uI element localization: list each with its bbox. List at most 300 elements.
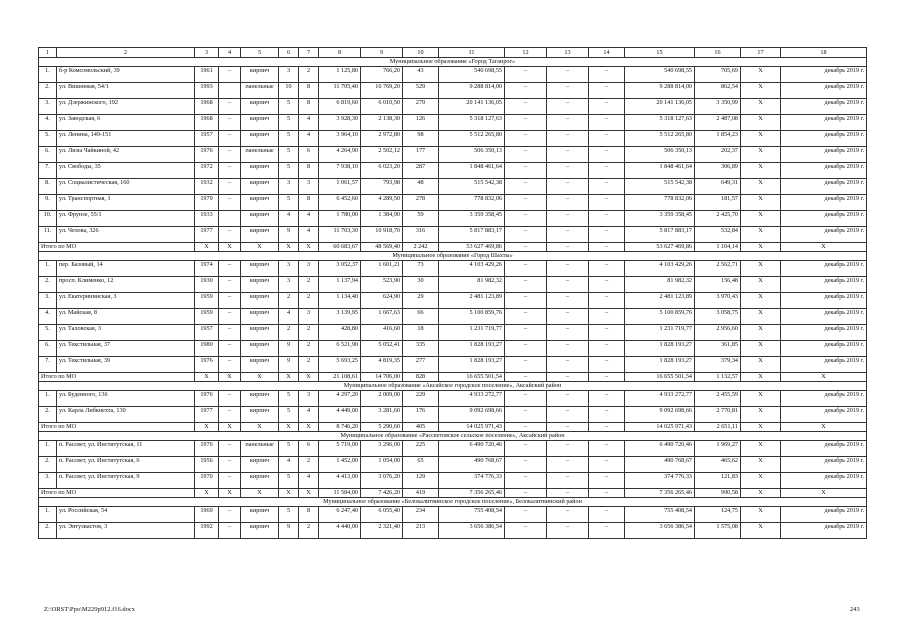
cell-due: декабрь 2019 г. [781,357,867,373]
cell-addr: п. Рассвет, ул. Институтская, 9 [57,473,195,489]
total-cell-c7: Х [299,373,319,382]
cell-area2: 416,60 [361,325,403,341]
cell-cost: 4 933 272,77 [439,391,505,407]
cell-n: 4. [39,309,57,325]
cell-unit: 1 854,23 [695,131,741,147]
total-cell-unit: 2 651,11 [695,423,741,432]
cell-res: 335 [403,341,439,357]
cell-mat: кирпич [241,163,279,179]
cell-area2: 2 321,40 [361,523,403,539]
cell-fund: 81 982,32 [625,277,695,293]
cell-ent: 3 [299,179,319,195]
cell-c12: – [505,179,547,195]
cell-c14: – [589,261,625,277]
cell-mat: кирпич [241,473,279,489]
cell-c4: – [219,309,241,325]
cell-res: 73 [403,261,439,277]
cell-x: Х [741,83,781,99]
cell-x: Х [741,523,781,539]
section-title-row [39,58,867,67]
total-cell-c6: Х [279,243,299,252]
total-row [39,373,867,382]
cell-unit: 2 562,71 [695,261,741,277]
total-cell-x: Х [741,373,781,382]
cell-res: 316 [403,227,439,243]
cell-ent: 4 [299,131,319,147]
cell-n: 2. [39,457,57,473]
cell-area2: 2 138,30 [361,115,403,131]
cell-unit: 1 969,27 [695,441,741,457]
cell-due: декабрь 2019 г. [781,507,867,523]
cell-area2: 1 054,00 [361,457,403,473]
cell-cost: 506 350,13 [439,147,505,163]
cell-c12: – [505,391,547,407]
cell-year: 1959 [195,293,219,309]
cell-addr: ул. Социалистическая, 160 [57,179,195,195]
cell-fund: 4 103 429,26 [625,261,695,277]
cell-x: Х [741,131,781,147]
cell-c12: – [505,83,547,99]
cell-due: декабрь 2019 г. [781,277,867,293]
cell-c13: – [547,473,589,489]
cell-res: 65 [403,457,439,473]
cell-area2: 523,90 [361,277,403,293]
cell-cost: 2 481 123,89 [439,293,505,309]
cell-fl: 5 [279,407,299,423]
cell-c12: – [505,195,547,211]
total-cell-c12: – [505,373,547,382]
cell-c12: – [505,227,547,243]
cell-c14: – [589,211,625,227]
cell-c13: – [547,277,589,293]
total-cell-c6: Х [279,489,299,498]
cell-due: декабрь 2019 г. [781,179,867,195]
cell-addr: ул. Дзержинского, 192 [57,99,195,115]
cell-c4: – [219,131,241,147]
total-cell-area: 11 584,00 [319,489,361,498]
cell-addr: просп. Клименко, 12 [57,277,195,293]
cell-c12: – [505,277,547,293]
cell-n: 1. [39,261,57,277]
cell-c14: – [589,179,625,195]
cell-area: 4 413,00 [319,473,361,489]
cell-res: 59 [403,211,439,227]
cell-c4: – [219,457,241,473]
table-row [39,341,867,357]
section-title: Муниципальное образование «Город Шахты» [39,252,867,261]
cell-fund: 1 828 193,27 [625,341,695,357]
cell-c4: – [219,441,241,457]
cell-res: 126 [403,115,439,131]
cell-area: 1 137,94 [319,277,361,293]
cell-c14: – [589,147,625,163]
section-title-row [39,252,867,261]
cell-n: 11. [39,227,57,243]
cell-c14: – [589,441,625,457]
total-cell-c3: Х [195,243,219,252]
cell-addr: ул. Ленина, 149-151 [57,131,195,147]
cell-fund: 490 768,67 [625,457,695,473]
cell-unit: 3 970,43 [695,293,741,309]
section-title-row [39,382,867,391]
cell-c14: – [589,163,625,179]
cell-unit: 379,34 [695,357,741,373]
cell-area: 1 125,80 [319,67,361,83]
cell-cost: 778 832,06 [439,195,505,211]
total-cell-x: Х [741,243,781,252]
total-cell-cost: 14 025 971,43 [439,423,505,432]
total-label: Итого по МО [39,489,195,498]
table-row [39,457,867,473]
column-number-cell: 14 [589,48,625,58]
cell-due: декабрь 2019 г. [781,261,867,277]
cell-c14: – [589,473,625,489]
cell-c12: – [505,99,547,115]
cell-c13: – [547,507,589,523]
cell-ent: 4 [299,211,319,227]
section-title: Муниципальное образование «Рассветовское сельское поселение», Аксайский район [39,432,867,441]
total-cell-c13: – [547,243,589,252]
cell-ent: 8 [299,507,319,523]
cell-mat: панельные [241,147,279,163]
cell-fl: 5 [279,441,299,457]
cell-ent: 8 [299,99,319,115]
cell-ent: 2 [299,523,319,539]
cell-fund: 506 350,13 [625,147,695,163]
cell-c4 [219,83,241,99]
column-number-cell: 11 [439,48,505,58]
cell-x: Х [741,507,781,523]
cell-unit: 361,85 [695,341,741,357]
cell-c13: – [547,391,589,407]
cell-c4: – [219,179,241,195]
total-cell-res: 828 [403,373,439,382]
total-cell-c7: Х [299,489,319,498]
cell-ent: 8 [299,195,319,211]
cell-res: 278 [403,195,439,211]
cell-mat: кирпич [241,407,279,423]
column-number-cell: 16 [695,48,741,58]
cell-cost: 5 100 859,76 [439,309,505,325]
cell-area2: 624,90 [361,293,403,309]
cell-fund: 1 828 193,27 [625,357,695,373]
cell-c14: – [589,507,625,523]
total-cell-c13: – [547,373,589,382]
cell-mat: кирпич [241,457,279,473]
total-cell-c5: Х [241,373,279,382]
table-row [39,309,867,325]
cell-fl: 5 [279,195,299,211]
total-cell-unit: 990,58 [695,489,741,498]
total-cell-c4: Х [219,489,241,498]
cell-res: 98 [403,131,439,147]
cell-area: 3 964,10 [319,131,361,147]
cell-mat: кирпич [241,357,279,373]
column-number-cell: 5 [241,48,279,58]
cell-n: 7. [39,357,57,373]
cell-c4: – [219,293,241,309]
table-row [39,99,867,115]
cell-c13: – [547,523,589,539]
cell-unit: 2 956,60 [695,325,741,341]
total-cell-x: Х [741,489,781,498]
table-row [39,179,867,195]
total-label: Итого по МО [39,373,195,382]
cell-c13: – [547,261,589,277]
cell-res: 177 [403,147,439,163]
cell-fund: 540 698,55 [625,67,695,83]
cell-addr: ул. Текстильная, 37 [57,341,195,357]
cell-n: 7. [39,163,57,179]
cell-unit: 181,57 [695,195,741,211]
cell-fl: 5 [279,163,299,179]
cell-year: 1957 [195,325,219,341]
cell-n: 1. [39,441,57,457]
total-cell-c7: Х [299,243,319,252]
cell-year: 1974 [195,261,219,277]
cell-c13: – [547,83,589,99]
total-row [39,423,867,432]
cell-fl: 5 [279,99,299,115]
cell-ent: 2 [299,341,319,357]
column-number-cell: 7 [299,48,319,58]
total-cell-c12: – [505,489,547,498]
total-cell-area2: 14 706,00 [361,373,403,382]
cell-area2: 2 972,80 [361,131,403,147]
cell-addr: ул. Энтузиастов, 3 [57,523,195,539]
total-row [39,489,867,498]
cell-unit: 2 487,08 [695,115,741,131]
cell-mat: кирпич [241,67,279,83]
cell-cost: 1 231 719,77 [439,325,505,341]
cell-addr: пер. Базовый, 14 [57,261,195,277]
cell-mat: кирпич [241,277,279,293]
cell-res: 43 [403,67,439,83]
cell-fl: 3 [279,179,299,195]
cell-c13: – [547,357,589,373]
cell-unit: 202,37 [695,147,741,163]
cell-due: декабрь 2019 г. [781,293,867,309]
cell-year: 1976 [195,391,219,407]
cell-area2: 793,98 [361,179,403,195]
cell-fund: 5 512 265,80 [625,131,695,147]
footer-file-path: Z:\ORST\Ppo\M229p912.f16.docx [44,606,136,613]
total-cell-c14: – [589,423,625,432]
total-cell-area: 8 746,20 [319,423,361,432]
cell-area: 6 247,40 [319,507,361,523]
cell-fl: 5 [279,473,299,489]
cell-year: 1976 [195,147,219,163]
total-cell-res: 405 [403,423,439,432]
total-cell-c5: Х [241,243,279,252]
cell-addr: ул. Свободы, 35 [57,163,195,179]
cell-c13: – [547,341,589,357]
cell-ent: 2 [299,277,319,293]
cell-c12: – [505,309,547,325]
cell-unit: 3 058,75 [695,309,741,325]
cell-c4: – [219,195,241,211]
cell-res: 30 [403,277,439,293]
cell-cost: 755 408,54 [439,507,505,523]
cell-mat: кирпич [241,507,279,523]
cell-due: декабрь 2019 г. [781,83,867,99]
cell-c4: – [219,473,241,489]
cell-c12: – [505,325,547,341]
cell-mat: панельные [241,441,279,457]
cell-x: Х [741,473,781,489]
cell-year: 1980 [195,341,219,357]
cell-x: Х [741,163,781,179]
cell-c14: – [589,131,625,147]
cell-res: 287 [403,163,439,179]
cell-area2: 3 281,60 [361,407,403,423]
cell-ent: 3 [299,391,319,407]
cell-x: Х [741,261,781,277]
cell-n: 4. [39,115,57,131]
cell-area: 5 719,00 [319,441,361,457]
cell-c12: – [505,341,547,357]
cell-addr: ул. Вишневая, 54/1 [57,83,195,99]
cell-mat: кирпич [241,99,279,115]
total-cell-c3: Х [195,423,219,432]
cell-res: 18 [403,325,439,341]
cell-c14: – [589,523,625,539]
cell-x: Х [741,227,781,243]
cell-cost: 1 848 461,64 [439,163,505,179]
cell-c13: – [547,179,589,195]
footer-page-number: 243 [850,606,860,613]
cell-area: 6 521,90 [319,341,361,357]
cell-mat: кирпич [241,309,279,325]
cell-c14: – [589,83,625,99]
cell-res: 29 [403,293,439,309]
cell-cost: 540 698,55 [439,67,505,83]
cell-ent: 2 [299,293,319,309]
cell-fund: 5 817 883,17 [625,227,695,243]
cell-cost: 490 768,67 [439,457,505,473]
total-cell-due: Х [781,489,867,498]
cell-c4: – [219,261,241,277]
cell-n: 2. [39,277,57,293]
cell-c4: – [219,325,241,341]
cell-fund: 755 408,54 [625,507,695,523]
cell-c13: – [547,195,589,211]
cell-area2: 10 769,20 [361,83,403,99]
cell-x: Х [741,147,781,163]
cell-mat: кирпич [241,341,279,357]
cell-x: Х [741,341,781,357]
cell-n: 9. [39,195,57,211]
total-cell-c14: – [589,373,625,382]
cell-fund: 374 776,33 [625,473,695,489]
cell-c14: – [589,407,625,423]
cell-due: декабрь 2019 г. [781,67,867,83]
cell-due: декабрь 2019 г. [781,457,867,473]
cell-area2: 3 296,00 [361,441,403,457]
table-row [39,147,867,163]
total-cell-res: 2 242 [403,243,439,252]
cell-n: 2. [39,83,57,99]
total-cell-area2: 5 290,60 [361,423,403,432]
cell-c13: – [547,309,589,325]
cell-c13: – [547,227,589,243]
cell-c12: – [505,457,547,473]
cell-unit: 2 770,81 [695,407,741,423]
cell-addr: п. Рассвет, ул. Институтская, 11 [57,441,195,457]
cell-due: декабрь 2019 г. [781,391,867,407]
section-title-row [39,498,867,507]
total-cell-c5: Х [241,489,279,498]
cell-unit: 3 350,99 [695,99,741,115]
total-cell-cost: 53 627 469,86 [439,243,505,252]
cell-area: 6 819,60 [319,99,361,115]
total-cell-due: Х [781,423,867,432]
cell-due: декабрь 2019 г. [781,227,867,243]
cell-mat: кирпич [241,523,279,539]
total-label: Итого по МО [39,423,195,432]
cell-area: 4 264,90 [319,147,361,163]
cell-c4 [219,211,241,227]
cell-addr: ул. Фрунзе, 55/1 [57,211,195,227]
section-title: Муниципальное образование «Аксайское городское поселение», Аксайский район [39,382,867,391]
table-row [39,227,867,243]
table-row [39,277,867,293]
cell-mat: кирпич [241,261,279,277]
section-title: Муниципальное образование «Белокалитвинское городское поселение», Белокалитвинский район [39,498,867,507]
cell-c12: – [505,67,547,83]
total-cell-fund: 53 627 469,86 [625,243,695,252]
cell-area2: 3 076,20 [361,473,403,489]
cell-fl: 5 [279,147,299,163]
cell-unit: 121,83 [695,473,741,489]
cell-n: 3. [39,99,57,115]
cell-fl: 9 [279,523,299,539]
cell-area2: 1 601,21 [361,261,403,277]
cell-c4: – [219,67,241,83]
total-cell-cost: 16 655 501,54 [439,373,505,382]
cell-area: 11 703,30 [319,227,361,243]
cell-fund: 778 832,06 [625,195,695,211]
table-row [39,407,867,423]
cell-c4: – [219,357,241,373]
cell-year: 1961 [195,67,219,83]
cell-fund: 9 092 698,66 [625,407,695,423]
cell-mat: кирпич [241,391,279,407]
cell-c14: – [589,309,625,325]
cell-fl: 2 [279,293,299,309]
total-label: Итого по МО [39,243,195,252]
cell-area2: 6 023,20 [361,163,403,179]
cell-unit: 2 425,70 [695,211,741,227]
cell-cost: 9 092 698,66 [439,407,505,423]
cell-unit: 465,62 [695,457,741,473]
total-cell-area2: 48 569,40 [361,243,403,252]
cell-c4: – [219,115,241,131]
cell-ent: 2 [299,357,319,373]
cell-c12: – [505,131,547,147]
total-cell-due: Х [781,243,867,252]
cell-c13: – [547,211,589,227]
cell-mat: панельные [241,83,279,99]
cell-area: 5 693,25 [319,357,361,373]
cell-addr: б-р Комсомольский, 39 [57,67,195,83]
cell-fund: 515 542,38 [625,179,695,195]
cell-n: 8. [39,179,57,195]
total-cell-unit: 1 132,57 [695,373,741,382]
cell-unit: 156,48 [695,277,741,293]
total-cell-c6: Х [279,423,299,432]
cell-res: 229 [403,391,439,407]
